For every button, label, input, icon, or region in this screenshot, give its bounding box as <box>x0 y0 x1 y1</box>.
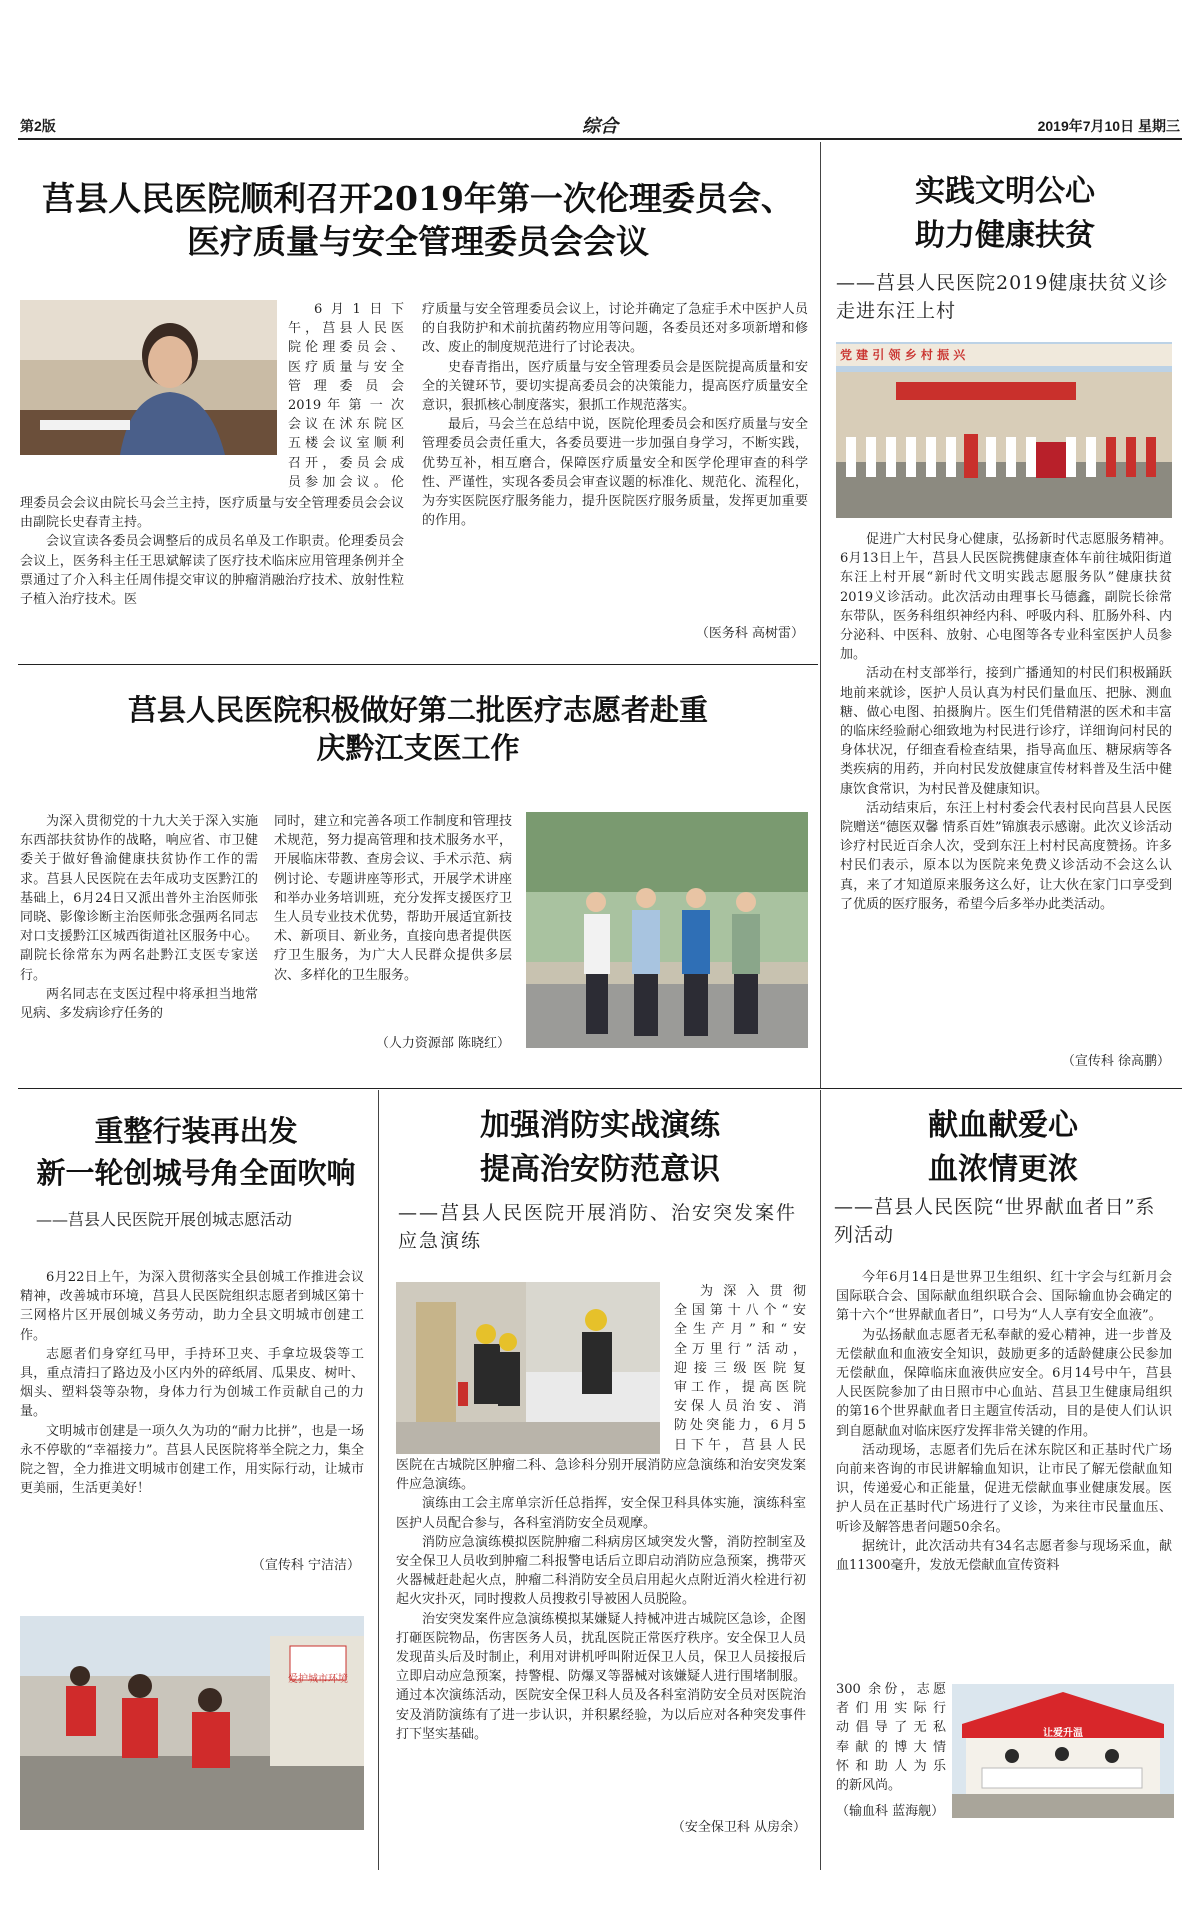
ethics-title <box>18 178 818 264</box>
qianjiang-title <box>18 692 818 767</box>
divider-vertical-b1 <box>378 1090 379 1870</box>
civic-subtitle: ——莒县人民医院2019健康扶贫义诊走进东汪上村 <box>836 272 1169 322</box>
ethics-para: 史春青指出，医疗质量与安全管理委员会是医院提高质量和安全的关键环节，要切实提高委员会的决策能力，提高医疗质量安全意识，狠抓核心制度落实，狠抓工作规范落实。 <box>422 359 808 414</box>
fire-para: 消防应急演练模拟医院肿瘤二科病房区域突发火警，消防控制室及安全保卫人员收到肿瘤二科报警电话后立即启动消防应急预案，携带灭火器械赶赴起火点，肿瘤二科消防安全员启用起火点附近消火栓进行初起火灾扑灭，同时搜救人员搜救引导被困人员脱险。 <box>396 1534 806 1608</box>
blood-para: 活动现场，志愿者们先后在沭东院区和正基时代广场向前来咨询的市民讲解输血知识，让市民了解无偿献血知识，传递爱心和正能量，促进无偿献血事业健康发展。医护人员在正基时代广场进行了义诊，为来往市民量血压、听诊及解答患者问题50余名。 <box>836 1442 1172 1535</box>
divider-vertical-b2 <box>820 1090 821 1870</box>
city-signature: （宣传科 宁洁洁） <box>251 1558 360 1573</box>
civic-title <box>830 170 1180 257</box>
fire-para: 医院在古城院区肿瘤二科、急诊科分别开展消防应急演练和治安突发案件应急演练。 <box>396 1458 806 1493</box>
blood-wrap-line: 300 余份，志愿 <box>836 1682 946 1697</box>
ethics-wrap-line: 会议在沭东院区 <box>288 417 404 433</box>
fire-para: 演练由工会主席单宗沂任总指挥，安全保卫科具体实施，演练科室医护人员配合参与，各科室消防安全员观摩。 <box>396 1496 806 1531</box>
qianjiang-title-line1: 莒县人民医院积极做好第二批医疗志愿者赴重 <box>127 693 708 727</box>
ethics-wrap-text <box>288 300 404 492</box>
qianjiang-mid-col <box>274 812 512 985</box>
fire-signature: （安全保卫科 从房余） <box>671 1820 806 1835</box>
blood-body <box>836 1268 1172 1575</box>
fire-wrap-line: 全万里行”活动， <box>674 1341 806 1357</box>
civic-para: 活动在村支部举行，接到广播通知的村民们积极踊跃地前来就诊，医护人员认真为村民们量血压、把脉、测血糖、做心电图、拍摄胸片。医生们凭借精湛的医术和丰富的临床经验耐心细致地为村民进行诊疗，详细询问村民的身体状况，仔细查看检查结果，指导高血压、糖尿病等各类疾病的用药，并向村民发放健康宣传材料普及生活中健康饮食常识，为村民普及健康知识。 <box>840 666 1172 797</box>
qianjiang-para: 为深入贯彻党的十九大关于深入实施东西部扶贫协作的战略，响应省、市卫健委关于做好鲁渝健康扶贫协作工作的需求。莒县人民医院在去年成功支医黔江的基础上，6月24日又派出普外主治医师张同晓、影像诊断主治医师张念强两名同志对口支援黔江区城西街道社区服务中心。副院长徐常东为两名赴黔江支医专家送行。 <box>20 814 258 983</box>
divider-vertical-top <box>820 142 821 1088</box>
ethics-left-col <box>20 494 404 609</box>
ethics-wrap-line: 五楼会议室顺利 <box>288 436 404 452</box>
city-para: 志愿者们身穿红马甲，手持环卫夹、手拿垃圾袋等工具，重点清扫了路边及小区内外的碎纸屑、瓜果皮、树叶、烟头、塑料袋等杂物，身体力行为创城工作贡献自己的力量。 <box>20 1346 364 1420</box>
fire-title <box>382 1104 818 1191</box>
ethics-wrap-line: 2019 年 第 一 次 <box>288 398 404 414</box>
blood-subtitle: ——莒县人民医院“世界献血者日”系列活动 <box>834 1196 1156 1246</box>
qianjiang-signature: （人力资源部 陈晓红） <box>375 1036 510 1051</box>
civic-para: 活动结束后，东汪上村村委会代表村民向莒县人民医院赠送“德医双馨 情系百姓”锦旗表示感谢。此次义诊活动诊疗村民近百余人次，受到东汪上村村民高度赞扬。许多村民们表示，原本以为医院来免费义诊活动不会这么认真，来了才知道原来服务这么好，让大伙在家门口享受到了优质的医疗服务，希望今后多举办此类活动。 <box>840 800 1172 912</box>
qianjiang-title-line2: 庆黔江支医工作 <box>316 730 520 765</box>
city-photo <box>20 1616 364 1830</box>
qianjiang-left-col <box>20 812 258 1023</box>
qianjiang-photo <box>526 812 808 1048</box>
blood-title-line2: 血浓情更浓 <box>928 1151 1078 1187</box>
ethics-title-line2: 医疗质量与安全管理委员会会议 <box>187 221 649 261</box>
issue-date: 2019年7月10日 星期三 <box>1037 118 1180 134</box>
city-para: 文明城市创建是一项久久为功的“耐力比拼”，也是一场永不停歇的“幸福接力”。莒县人民医院将举全院之力，集全院之智，全力推进文明城市创建工作，用实际行动，让城市更美丽，生活更美好！ <box>20 1423 364 1497</box>
city-para: 6月22日上午，为深入贯彻落实全县创城工作推进会议精神，改善城市环境，莒县人民医院组织志愿者到城区第十三网格片区开展创城义务劳动，助力全县文明城市创建工作。 <box>20 1270 364 1343</box>
fire-wrap-line: 为深入贯彻 <box>700 1284 806 1299</box>
blood-tent-label: 让爱升温 <box>1043 1728 1083 1739</box>
fire-title-line2: 提高治安防范意识 <box>480 1151 720 1187</box>
fire-wrap-line: 迎接三级医院复 <box>674 1360 806 1376</box>
blood-photo <box>952 1684 1174 1818</box>
fire-subtitle: ——莒县人民医院开展消防、治安突发案件应急演练 <box>398 1202 798 1252</box>
ethics-wrap-line: 医疗质量与安全 <box>288 359 404 375</box>
fire-wrap-line: 日下午，莒县人民 <box>674 1437 806 1453</box>
city-title <box>18 1110 374 1194</box>
city-body <box>20 1268 364 1498</box>
city-photo-sign: 爱护城市环境 <box>288 1674 348 1685</box>
qianjiang-para: 两名同志在支医过程中将承担当地常见病、多发病诊疗任务的 <box>20 986 258 1022</box>
civic-signature: （宣传科 徐高鹏） <box>1061 1054 1170 1069</box>
ethics-para: 疗质量与安全管理委员会议上，讨论并确定了急症手术中医护人员的自我防护和术前抗菌药物应用等问题，各委员还对多项新增和修改、废止的制度规范进行了讨论表决。 <box>422 302 808 356</box>
fire-wrap-line: 审工作，提高医院 <box>674 1380 806 1396</box>
blood-title <box>826 1104 1180 1191</box>
ethics-right-col <box>422 300 808 530</box>
blood-para: 据统计，此次活动共有34名志愿者参与现场采血，献血11300毫升，发放无偿献血宣传资料 <box>836 1538 1172 1574</box>
civic-body <box>840 530 1172 914</box>
blood-title-line1: 献血献爱心 <box>928 1108 1078 1143</box>
ethics-wrap-line: 院伦理委员会、 <box>288 340 404 356</box>
fire-para: 治安突发案件应急演练模拟某嫌疑人持械冲进古城院区急诊，企图打砸医院物品，伤害医务人员，扰乱医院正常医疗秩序。安全保卫人员发现苗头后及时制止，利用对讲机呼叫附近保卫人员，保卫人员接报后立即启动应急预案，持警棍、防爆叉等器械对该嫌疑人进行围堵制服。通过本次演练活动，医院安全保卫科人员及各科室消防安全员对医院治安及消防演练有了进一步认识，并积累经验，为以后应对各种突发事件打下坚实基础。 <box>396 1611 806 1742</box>
ethics-para: 最后，马会兰在总结中说，医院伦理委员会和医疗质量与安全管理委员会责任重大，各委员要进一步加强自身学习，不断实践，优势互补，相互磨合，保障医疗质量安全和医学伦理审查的科学性、严谨性，实现各委员会审查议题的标准化、规范化、流程化，为夯实医院医疗服务能力，提升医院医疗服务质量，发挥更加重要的作用。 <box>422 417 808 529</box>
civic-photo-banner: 党 建 引 领 乡 村 振 兴 <box>840 348 966 362</box>
city-title-line1: 重整行装再出发 <box>94 1114 298 1148</box>
fire-body <box>396 1456 806 1744</box>
blood-wrap-line: 的新风尚。 <box>836 1778 902 1794</box>
ethics-signature: （医务科 高树雷） <box>695 626 804 641</box>
fire-wrap-text <box>674 1282 806 1455</box>
blood-signature: （输血科 蓝海舰） <box>836 1804 945 1819</box>
blood-para: 为弘扬献血志愿者无私奉献的爱心精神，进一步普及无偿献血和血液安全知识，鼓励更多的适龄健康公民参加无偿献血，保障临床血液供应安全。6月14号中午，莒县人民医院参加了由日照市中心血站、莒县卫生健康局组织的第16个世界献血者日主题宣传活动，目的是使人们认识到自愿献血对临床医疗发挥非常关键的作用。 <box>836 1327 1172 1439</box>
civic-title-line2: 助力健康扶贫 <box>915 217 1095 253</box>
civic-photo <box>836 342 1172 518</box>
ethics-title-line1: 莒县人民医院顺利召开2019年第一次伦理委员会、 <box>42 179 794 218</box>
ethics-wrap-line: 管 理 委 员 会 <box>288 378 404 394</box>
city-title-line2: 新一轮创城号角全面吹响 <box>36 1156 356 1191</box>
ethics-wrap-line: 员参加会议。伦 <box>288 474 404 490</box>
ethics-wrap-line: 午，莒县人民医 <box>288 321 404 337</box>
ethics-para: 理委员会会议由院长马会兰主持，医疗质量与安全管理委员会会议由副院长史春青主持。 <box>20 496 404 531</box>
section-name: 综合 <box>582 116 618 137</box>
civic-para: 促进广大村民身心健康，弘扬新时代志愿服务精神。6月13日上午，莒县人民医院携健康查体车前往城阳街道东汪上村开展“新时代文明实践志愿服务队”健康扶贫2019义诊活动。此次活动由理事长马德鑫，副院长徐常东带队，医务科组织神经内科、呼吸内科、肛肠外科、内分泌科、中医科、放射、心电图等各专业科室医护人员参加。 <box>840 532 1172 663</box>
divider-mid <box>18 664 818 665</box>
fire-photo <box>396 1282 660 1454</box>
blood-wrap-line: 奉献的博大情 <box>836 1739 946 1755</box>
blood-wrap-line: 怀和助人为乐 <box>836 1758 946 1774</box>
city-subtitle: ——莒县人民医院开展创城志愿活动 <box>36 1210 293 1229</box>
divider-bottom-row <box>18 1088 1182 1089</box>
fire-wrap-line: 防处突能力，6月5 <box>674 1418 806 1434</box>
blood-para: 今年6月14日是世界卫生组织、红十字会与红新月会国际联合会、国际献血组织联合会、国际输血协会确定的第十六个“世界献血者日”，口号为“人人享有安全血液”。 <box>836 1270 1172 1324</box>
blood-wrap-line: 动倡导了无私 <box>836 1720 946 1736</box>
ethics-para: 会议宣读各委员会调整后的成员名单及工作职责。伦理委员会会议上，医务科主任王思斌解读了医疗技术临床应用管理条例并全票通过了介入科主任周伟提交审议的肿瘤消融治疗技术、放射性粒子植入治疗技术。医 <box>20 534 404 608</box>
blood-wrap-line: 者们用实际行 <box>836 1701 946 1717</box>
civic-title-line1: 实践文明公心 <box>915 174 1095 209</box>
blood-wrap-text <box>836 1680 946 1795</box>
ethics-wrap-line: 6月1日下 <box>314 302 404 317</box>
fire-wrap-line: 全国第十八个“安 <box>674 1303 806 1319</box>
header-rule <box>18 138 1182 140</box>
page-number: 第2版 <box>20 118 56 134</box>
fire-wrap-line: 全生产月”和“安 <box>674 1322 806 1338</box>
fire-wrap-line: 安保人员治安、消 <box>674 1399 806 1415</box>
qianjiang-para: 同时，建立和完善各项工作制度和管理技术规范，努力提高管理和技术服务水平，开展临床带教、查房会议、手术示范、病例讨论、专题讲座等形式，开展学术讲座和举办业务培训班，充分发挥支援医疗卫生人员专业技术优势，帮助开展适宜新技术、新项目、新业务，直接向患者提供医疗卫生服务，为广大人民群众提供多层次、多样化的卫生服务。 <box>274 814 512 983</box>
ethics-photo <box>20 300 277 455</box>
ethics-wrap-line: 召开，委员会成 <box>288 455 404 471</box>
fire-title-line1: 加强消防实战演练 <box>480 1108 720 1143</box>
